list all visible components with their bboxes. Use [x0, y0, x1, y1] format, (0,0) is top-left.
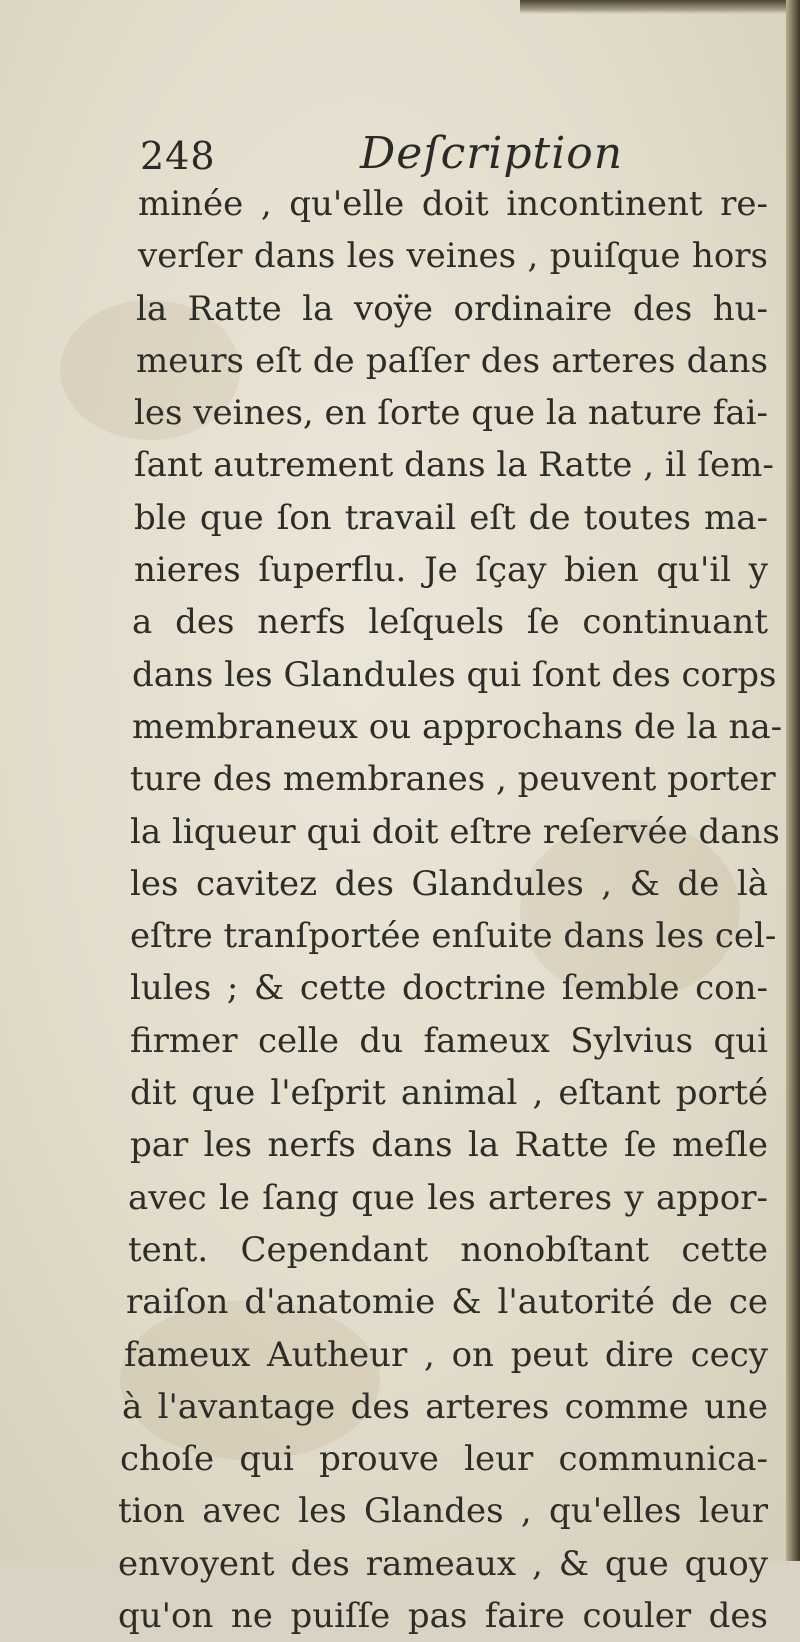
- text-line: avec le ſang que les arteres y appor-: [128, 1177, 768, 1218]
- text-line: lules ; & cette doctrine ſemble con-: [130, 968, 768, 1009]
- text-line: minée , qu'elle doit incontinent re-: [138, 184, 768, 224]
- page-edge-right: [786, 0, 800, 1561]
- text-line: dit que l'eſprit animal , eſtant porté: [130, 1073, 768, 1114]
- text-line: a des nerfs leſquels ſe continuant: [132, 602, 768, 643]
- text-line: qu'on ne puiſſe pas faire couler des: [118, 1596, 768, 1637]
- text-line: à l'avantage des arteres comme une: [122, 1386, 768, 1427]
- page-number: 248: [140, 134, 216, 178]
- text-line: ſant autrement dans la Ratte , il ſem-: [134, 445, 774, 486]
- text-line: ble que ſon travail eſt de toutes ma-: [134, 497, 768, 538]
- text-line: raiſon d'anatomie & l'autorité de ce: [126, 1282, 768, 1323]
- text-line: ture des membranes , peuvent porter: [130, 759, 776, 800]
- text-line: tion avec les Glandes , qu'elles leur: [118, 1491, 768, 1532]
- text-line: membraneux ou approchans de la na-: [132, 706, 783, 747]
- text-line: eſtre tranſportée enſuite dans les cel-: [130, 916, 777, 957]
- text-line: fameux Autheur , on peut dire cecy: [124, 1334, 768, 1375]
- text-line: la Ratte la voÿe ordinaire des hu-: [136, 288, 768, 329]
- text-line: les veines, en ſorte que la nature fai-: [134, 393, 768, 434]
- text-line: les cavitez des Glandules , & de là: [130, 863, 768, 904]
- page-edge-top: [520, 0, 800, 14]
- body-text: [118, 178, 783, 1642]
- text-line: nieres ſuperflu. Je ſçay bien qu'il y: [134, 550, 768, 591]
- text-line: envoyent des rameaux , & que quoy: [118, 1543, 768, 1584]
- text-line: la liqueur qui doit eſtre reſervée dans: [130, 811, 780, 852]
- text-line: verſer dans les veines , puiſque hors: [138, 236, 768, 277]
- running-title: Deſcription: [360, 128, 624, 179]
- text-line: choſe qui prouve leur communica-: [120, 1439, 768, 1480]
- text-line: firmer celle du fameux Sylvius qui: [130, 1020, 768, 1061]
- text-line: par les nerfs dans la Ratte ſe meſle: [130, 1125, 768, 1166]
- text-line: dans les Glandules qui ſont des corps: [132, 654, 777, 695]
- text-line: meurs eſt de paſſer des arteres dans: [136, 340, 768, 381]
- text-line: tent. Cependant nonobſtant cette: [128, 1229, 768, 1270]
